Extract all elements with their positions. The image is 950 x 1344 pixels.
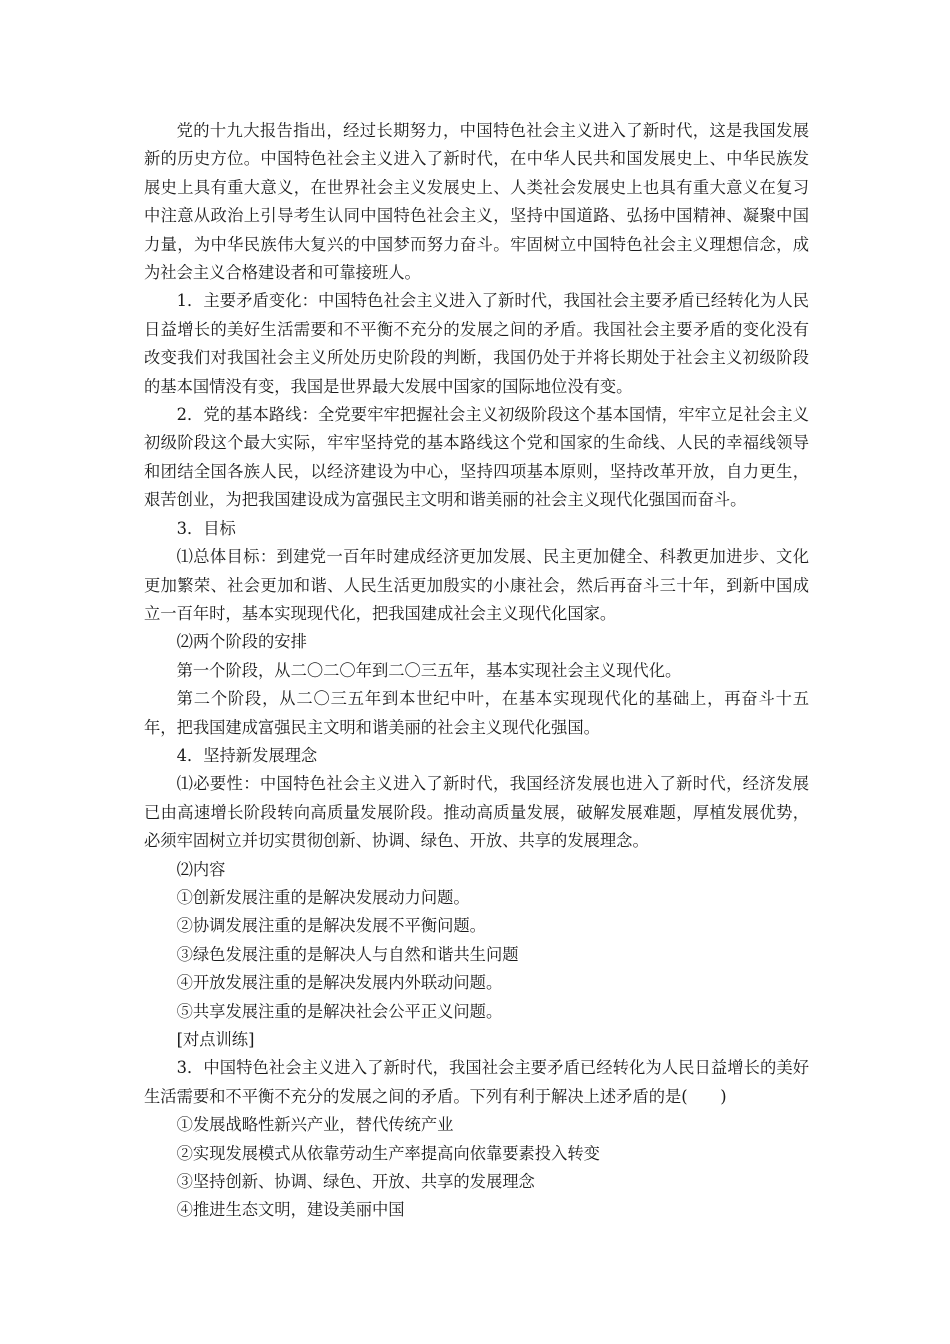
list-item-innovation: ①创新发展注重的是解决发展动力问题。 [176,887,470,907]
question-3-stem: 3．中国特色社会主义进入了新时代，我国社会主要矛盾已经转化为人民日益增长的美好生活需要和不平衡不充分的发展之间的矛盾。下列有利于解决上述矛盾的是( ) [144,1058,809,1106]
section-4-heading: 4．坚持新发展理念 [176,745,318,765]
section-4-content-heading: ⑵内容 [176,859,226,879]
question-option-1: ①发展战略性新兴产业，替代传统产业 [176,1115,454,1135]
list-item-coordination: ②协调发展注重的是解决发展不平衡问题。 [176,916,486,936]
list-item-green: ③绿色发展注重的是解决人与自然和谐共生问题 [176,944,519,964]
section-3-overall-goal: ⑴总体目标：到建党一百年时建成经济更加发展、民主更加健全、科教更加进步、文化更加繁荣、社会更加和谐、人民生活更加殷实的小康社会，然后再奋斗三十年，到新中国成立一百年时，基本实现现代化，把我国建成社会主义现代化国家。 [144,547,809,623]
section-4-necessity: ⑴必要性：中国特色社会主义进入了新时代，我国经济发展也进入了新时代，经济发展已由高速增长阶段转向高质量发展阶段。推动高质量发展，破解发展难题，厚植发展优势，必须牢固树立并切实贯彻创新、协调、绿色、开放、共享的发展理念。 [144,774,809,851]
list-item-sharing: ⑤共享发展注重的是解决社会公平正义问题。 [176,1001,503,1021]
section-3-stage-two: 第二个阶段，从二〇三五年到本世纪中叶，在基本实现现代化的基础上，再奋斗十五年，把我国建成富强民主文明和谐美丽的社会主义现代化强国。 [144,689,809,737]
section-2-basic-line: 2．党的基本路线：全党要牢牢把握社会主义初级阶段这个基本国情，牢牢立足社会主义初级阶段这个最大实际，牢牢坚持党的基本路线这个党和国家的生命线、人民的幸福线领导和团结全国各族人民，以经济建设为中心，坚持四项基本原则，坚持改革开放，自力更生，艰苦创业，为把我国建设成为富强民主文明和谐美丽的社会主义现代化强国而奋斗。 [144,405,809,510]
practice-heading: [对点训练] [176,1030,255,1049]
section-3-two-stages-heading: ⑵两个阶段的安排 [176,632,307,652]
question-option-4: ④推进生态文明，建设美丽中国 [176,1200,405,1220]
document-body [144,117,809,1225]
section-1-main-contradiction: 1．主要矛盾变化：中国特色社会主义进入了新时代，我国社会主要矛盾已经转化为人民日益增长的美好生活需要和不平衡不充分的发展之间的矛盾。我国社会主要矛盾的变化没有改变我们对我国社会主义所处历史阶段的判断，我国仍处于并将长期处于社会主义初级阶段的基本国情没有变，我国是世界最大发展中国家的国际地位没有变。 [144,291,809,396]
intro-paragraph: 党的十九大报告指出，经过长期努力，中国特色社会主义进入了新时代，这是我国发展新的历史方位。中国特色社会主义进入了新时代，在中华人民共和国发展史上、中华民族发展史上具有重大意义，在世界社会主义发展史上、人类社会发展史上也具有重大意义在复习中注意从政治上引导考生认同中国特色社会主义，坚持中国道路、弘扬中国精神、凝聚中国力量，为中华民族伟大复兴的中国梦而努力奋斗。牢固树立中国特色社会主义理想信念，成为社会主义合格建设者和可靠接班人。 [144,121,809,283]
section-3-heading: 3．目标 [176,518,236,538]
section-3-stage-one: 第一个阶段，从二〇二〇年到二〇三五年，基本实现社会主义现代化。 [176,660,682,680]
question-option-3: ③坚持创新、协调、绿色、开放、共享的发展理念 [176,1172,535,1192]
question-option-2: ②实现发展模式从依靠劳动生产率提高向依靠要素投入转变 [176,1143,600,1163]
list-item-openness: ④开放发展注重的是解决发展内外联动问题。 [176,973,503,993]
